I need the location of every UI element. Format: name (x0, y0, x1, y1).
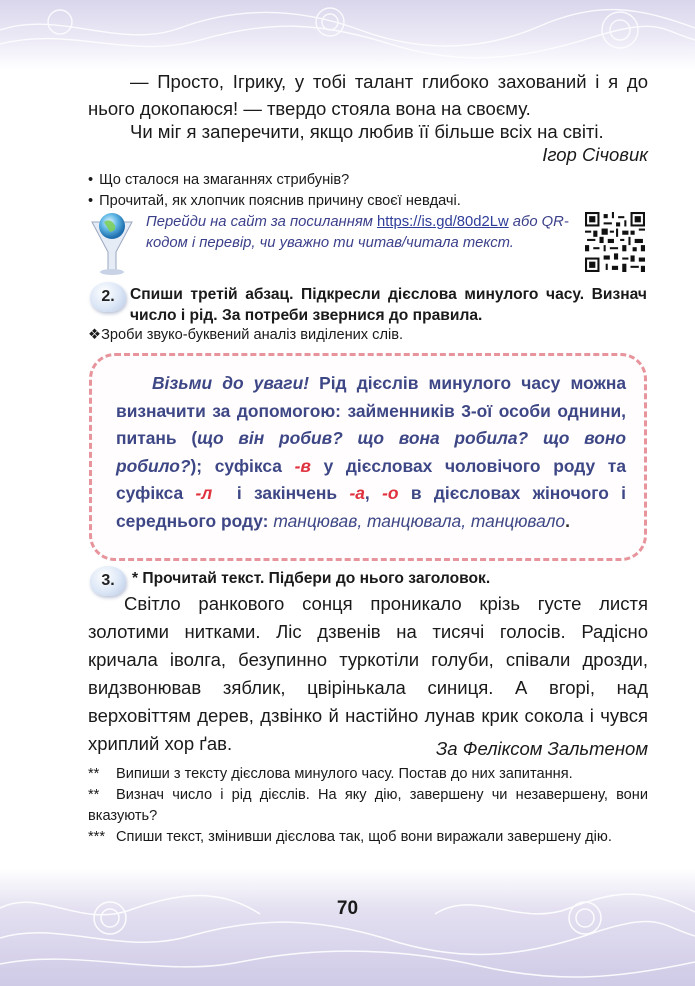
rule-questions: що він робив? що вона робила? що воно робило? (116, 428, 627, 476)
task-3-text: * Прочитай текст. Підбери до нього заголовок. (132, 570, 491, 587)
ending-a: -а (349, 483, 365, 504)
rule-period: . (565, 510, 570, 531)
task-number-badge: 2. (90, 282, 126, 312)
question-item (88, 764, 648, 785)
suffix-v: -в (294, 455, 311, 476)
link-text-after: або QR-кодом і перевір, чи уважно ти читав/читала текст. (146, 214, 569, 251)
rule-comma: , (364, 483, 370, 504)
story-paragraph-2: Чи міг я заперечити, якщо любив її більше всіх на світі. (130, 121, 604, 142)
diamond-bullet-icon: ❖ (88, 327, 102, 343)
qr-code[interactable] (585, 212, 645, 272)
suffix-l: -л (195, 483, 213, 504)
story-2-author: За Феліксом Зальтеном (435, 738, 648, 759)
link-text-before: Перейди на сайт за посиланням (146, 214, 373, 230)
lace-pattern-top (0, 0, 695, 70)
question-text: Випиши з тексту дієслова минулого часу. Постав до них запитання. (116, 766, 573, 782)
ending-o: -о (382, 483, 399, 504)
question-item (88, 827, 648, 848)
example-1: танцював (273, 510, 358, 531)
globe-funnel-icon (86, 208, 138, 278)
example-2: танцювала (366, 510, 462, 531)
question-item: • Що сталося на змаганнях стрибунів? (88, 170, 461, 191)
question-text: Визнач число і рід дієслів. На яку дію, завершену чи незавершену, вони вказують? (88, 787, 648, 824)
rule-text-3: у дієсловах чоловічого роду та суфікса (116, 455, 626, 504)
top-decoration (0, 0, 695, 70)
rule-lead: Візьми до уваги! (152, 373, 309, 393)
rule-text-1: Рід дієслів минулого часу можна визначити за допомогою: займенників 3-ої особи однини, питань ( (116, 373, 626, 449)
question-text: Спиши текст, змінивши дієслова так, щоб вони виражали завершену дію. (116, 829, 612, 845)
bottom-decoration (0, 868, 695, 986)
rule-text-4: і закінчень (236, 483, 338, 504)
rule-text-5: в дієсловах жіночого і середнього роду: (116, 483, 626, 531)
task-2-text: Спиши третій абзац. Підкресли дієслова минулого часу. Визнач число і рід. За потреби звернися до правила. (130, 286, 647, 324)
task-2-extra-text: Зроби звуко-буквений аналіз виділених слів. (101, 327, 404, 343)
lace-pattern-bottom (0, 868, 695, 986)
example-3: танцювало (470, 510, 566, 531)
task-2-extra (88, 326, 403, 343)
page-number: 70 (336, 898, 359, 919)
site-link[interactable]: https://is.gd/80d2Lw (377, 214, 509, 230)
online-check-block (86, 208, 686, 278)
grammar-rule-box: Візьми до уваги! Рід дієслів минулого часу можна визначити за допомогою: займенників 3-ої особи однини, питань (що він робив? що вона робила? що воно робило?); суфікса -в у дієсловах чоловічого роду та суфікса -л і закінчень -а, -о в дієсловах жіночого і середнього роду: танцював, танцювала, танцювало. (89, 353, 647, 561)
question-item: • Прочитай, як хлопчик пояснив причину своєї невдачі. (88, 191, 461, 212)
question-item (88, 785, 648, 827)
difficulty-marker: ** (88, 787, 100, 803)
link-instruction (146, 212, 576, 254)
difficulty-marker: *** (88, 829, 106, 845)
difficulty-marker: ** (88, 766, 100, 782)
story-paragraph-1: — Просто, Ігрику, у тобі талант глибоко захований і я до нього докопаюся! — твердо стояла вона на своєму. (88, 71, 648, 119)
task-number-badge: 3. (90, 566, 126, 596)
story-2-paragraph: Світло ранкового сонця проникало крізь густе листя золотими нитками. Ліс дзвенів на тисячі голосів. Радісно кричала іволга, безупинно туркотіли голуби, співали дрозди, видзвонював зяблик, цвірінькала синиця. А вгорі, над верховіттям дерев, дзвінко й настійно лунав крик сокола і чувся хриплий хор ґав. (88, 593, 648, 754)
questions-list-1 (88, 170, 461, 212)
rule-text-2: ); суфікса (190, 455, 282, 476)
story-author: Ігор Січовик (542, 144, 648, 165)
